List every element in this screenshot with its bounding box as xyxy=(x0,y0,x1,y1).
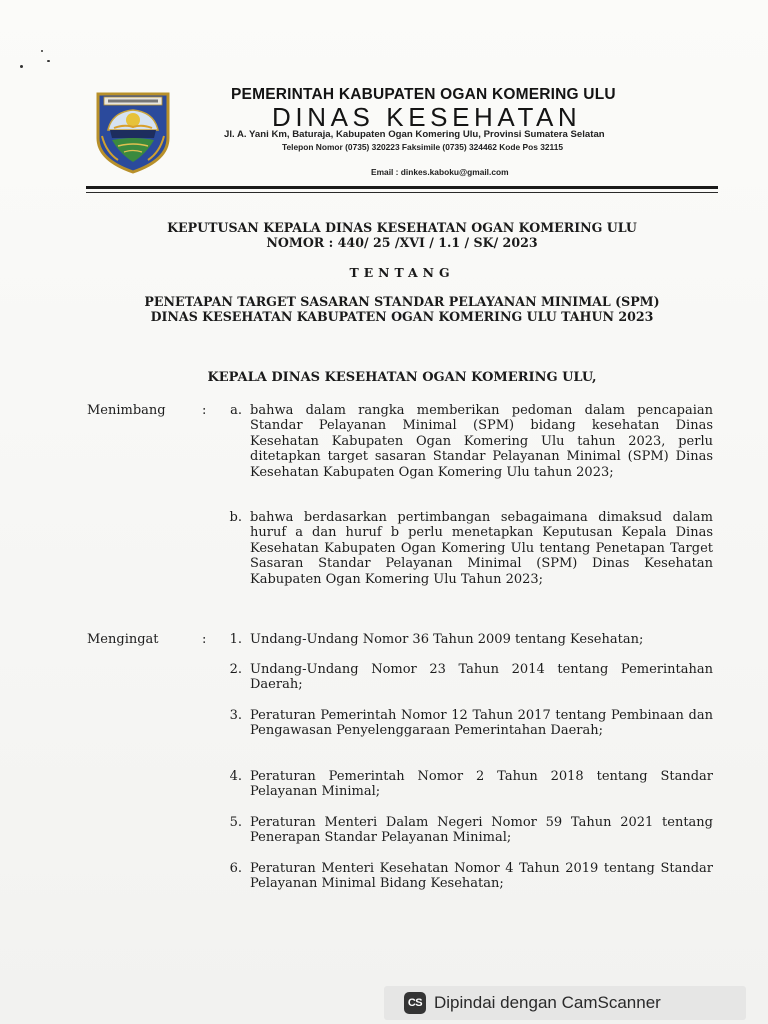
clause-marker: 2. xyxy=(229,662,242,677)
scan-speck xyxy=(41,50,43,52)
clause-marker: b. xyxy=(229,510,242,525)
regency-coat-of-arms-icon xyxy=(94,88,172,174)
recalling-colon: : xyxy=(202,632,207,647)
decree-number: NOMOR : 440/ 25 /XVI / 1.1 / SK/ 2023 xyxy=(266,235,538,250)
decree-issuer: KEPALA DINAS KESEHATAN OGAN KOMERING ULU, xyxy=(207,370,597,385)
clause-marker: 4. xyxy=(229,769,242,784)
recalling-item-4: Peraturan Pemerintah Nomor 2 Tahun 2018 tentang Standar Pelayanan Minimal; xyxy=(250,769,713,800)
clause-marker: 6. xyxy=(229,861,242,876)
clause-marker: a. xyxy=(230,403,242,418)
recalling-label: Mengingat xyxy=(87,632,159,647)
recalling-item-3: Peraturan Pemerintah Nomor 12 Tahun 2017 tentang Pembinaan dan Pengawasan Penyelenggaraan Pemerintahan Daerah; xyxy=(250,708,713,739)
considering-colon: : xyxy=(202,403,207,418)
scan-speck xyxy=(47,60,50,62)
recalling-item-6: Peraturan Menteri Kesehatan Nomor 4 Tahun 2019 tentang Standar Pelayanan Minimal Bidang Kesehatan; xyxy=(250,861,713,892)
letterhead-agency: DINAS KESEHATAN xyxy=(272,102,582,132)
decree-subject-line-2: DINAS KESEHATAN KABUPATEN OGAN KOMERING ULU TAHUN 2023 xyxy=(150,309,654,324)
considering-label: Menimbang xyxy=(87,403,166,418)
considering-clause-a: bahwa dalam rangka memberikan pedoman dalam pencapaian Standar Pelayanan Minimal (SPM) bidang kesehatan Dinas Kesehatan Kabupaten Ogan Komering Ulu tahun 2023, perlu ditetapkan target sasaran Standar Pelayanan Minimal (SPM) Dinas Kesehatan Kabupaten Ogan Komering Ulu tahun 2023; xyxy=(250,403,713,480)
considering-clause-b: bahwa berdasarkan pertimbangan sebagaimana dimaksud dalam huruf a dan huruf b perlu menetapkan Keputusan Kepala Dinas Kesehatan Kabupaten Ogan Komering Ulu tentang Penetapan Target Sasaran Standar Pelayanan Minimal (SPM) Dinas Kesehatan Kabupaten Ogan Komering Ulu Tahun 2023; xyxy=(250,510,713,587)
letterhead-phone: Telepon Nomor (0735) 320223 Faksimile (0735) 324462 Kode Pos 32115 xyxy=(282,142,564,152)
recalling-item-1: Undang-Undang Nomor 36 Tahun 2009 tentang Kesehatan; xyxy=(250,632,644,647)
clause-marker: 1. xyxy=(229,632,242,647)
clause-marker: 3. xyxy=(229,708,242,723)
recalling-item-2: Undang-Undang Nomor 23 Tahun 2014 tentang Pemerintahan Daerah; xyxy=(250,662,713,693)
letterhead-address: Jl. A. Yani Km, Baturaja, Kabupaten Ogan Komering Ulu, Provinsi Sumatera Selatan xyxy=(224,129,605,140)
recalling-item-5: Peraturan Menteri Dalam Negeri Nomor 59 Tahun 2021 tentang Penerapan Standar Pelayanan Minimal; xyxy=(250,815,713,846)
clause-marker: 5. xyxy=(229,815,242,830)
scan-speck xyxy=(20,65,23,68)
letterhead-divider-thin xyxy=(86,192,718,193)
camscanner-badge xyxy=(384,986,746,1020)
letterhead-email: Email : dinkes.kaboku@gmail.com xyxy=(371,167,509,177)
letterhead-divider xyxy=(86,186,718,189)
camscanner-text: Dipindai dengan CamScanner xyxy=(434,993,661,1012)
decree-subject-line-1: PENETAPAN TARGET SASARAN STANDAR PELAYANAN MINIMAL (SPM) xyxy=(144,294,660,309)
decree-about: TENTANG xyxy=(349,265,455,280)
letterhead-government: PEMERINTAH KABUPATEN OGAN KOMERING ULU xyxy=(231,86,616,103)
decree-title: KEPUTUSAN KEPALA DINAS KESEHATAN OGAN KOMERING ULU xyxy=(167,220,637,235)
camscanner-icon: CS xyxy=(404,992,426,1014)
